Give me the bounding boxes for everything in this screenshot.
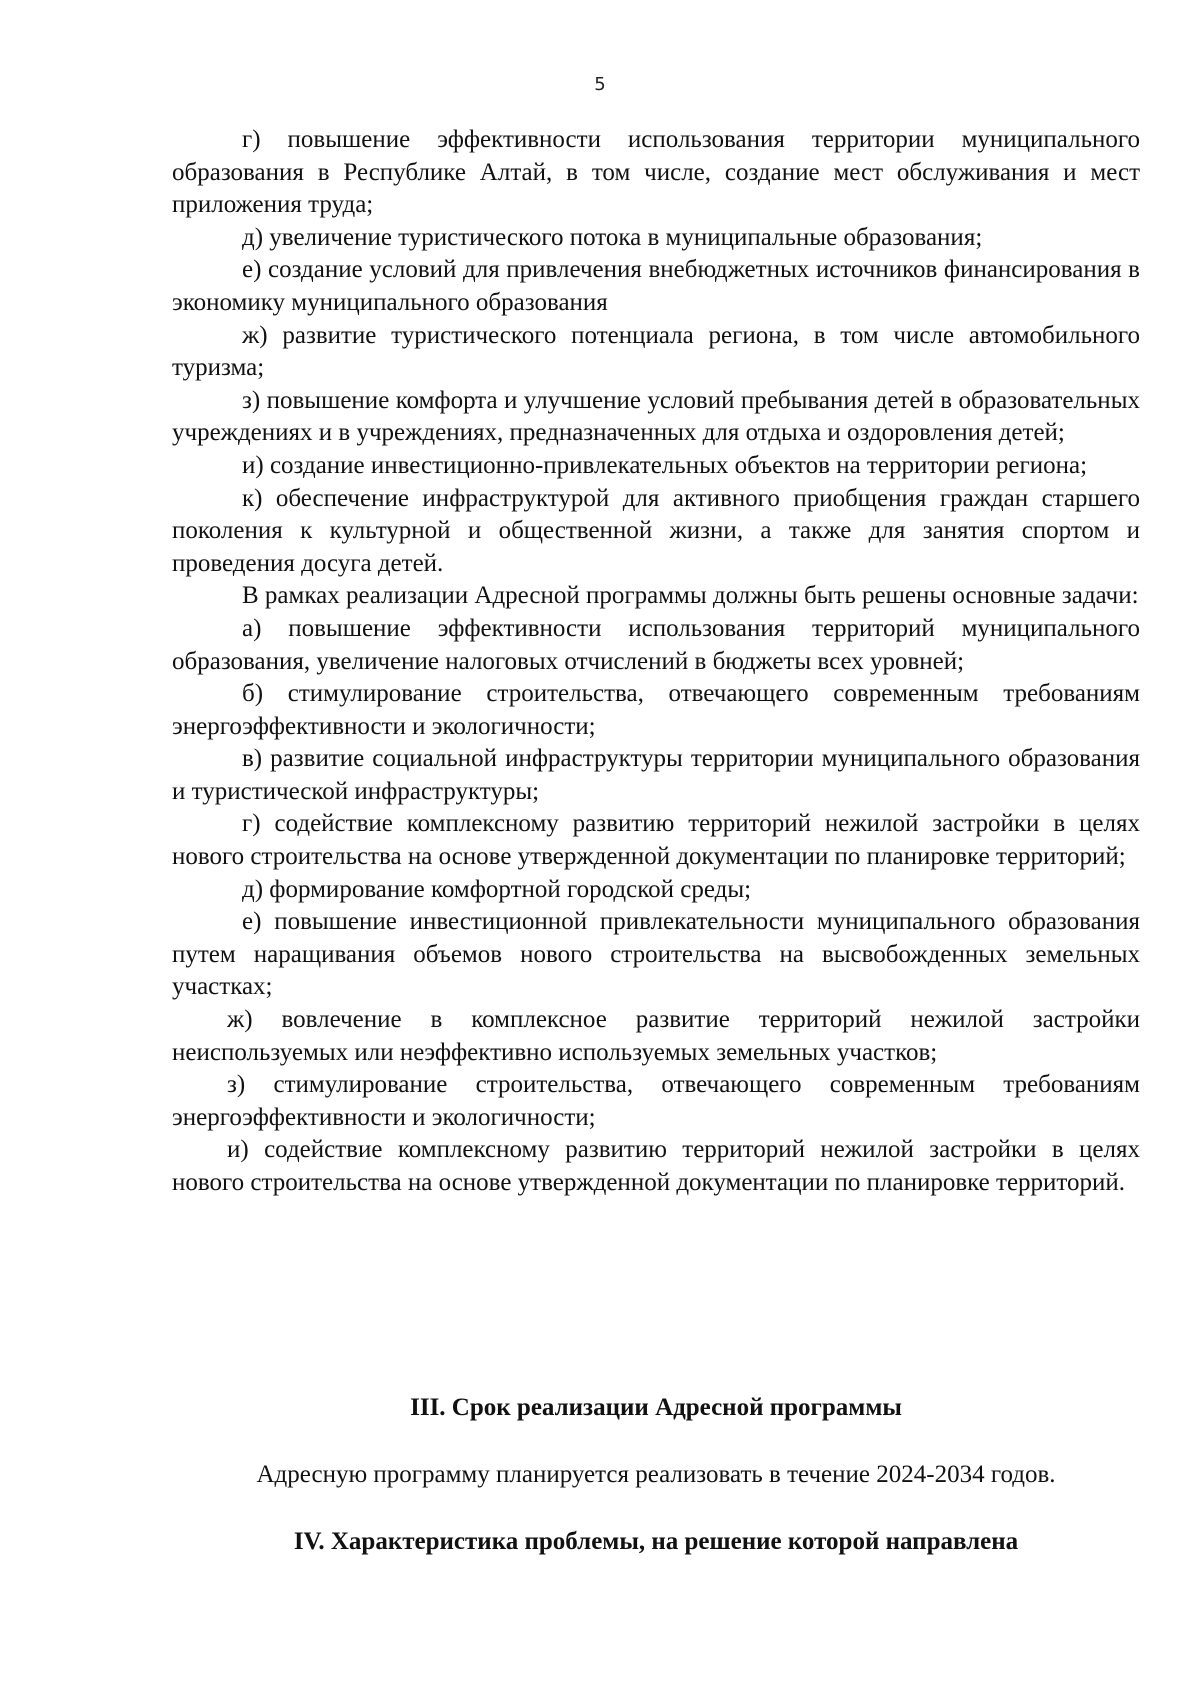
paragraph-e-1: е) создание условий для привлечения внебюджетных источников финансирования в экономику муниципального образования xyxy=(172,256,1140,316)
paragraph-d-2: д) формирование комфортной городской среды; xyxy=(242,875,752,903)
section-3-heading: III. Срок реализации Адресной программы xyxy=(410,1394,902,1421)
document-body xyxy=(172,124,1140,1200)
paragraph-zh-1: ж) развитие туристического потенциала региона, в том числе автомобильного туризма; xyxy=(172,321,1140,382)
paragraph-i-1: и) создание инвестиционно-привлекательных объектов на территории региона; xyxy=(242,451,1088,479)
paragraph-i-2: и) содействие комплексному развитию территорий нежилой застройки в целях нового строительства на основе утвержденной документации по планировке территорий. xyxy=(172,1136,1140,1196)
tasks-intro-paragraph: В рамках реализации Адресной программы должны быть решены основные задачи: xyxy=(242,582,1139,610)
implementation-period-text: Адресную программу планируется реализовать в течение 2024-2034 годов. xyxy=(256,1461,1056,1488)
paragraph-g-1: г) повышение эффективности использования территории муниципального образования в Республике Алтай, в том числе, создание мест обслуживания и мест приложения труда; xyxy=(172,126,1140,219)
paragraph-zh-2: ж) вовлечение в комплексное развитие территорий нежилой застройки неиспользуемых или неэффективно используемых земельных участков; xyxy=(172,1006,1140,1066)
paragraph-z-1: з) повышение комфорта и улучшение условий пребывания детей в образовательных учреждениях и в учреждениях, предназначенных для отдыха и оздоровления детей; xyxy=(172,386,1140,447)
paragraph-k-1: к) обеспечение инфраструктурой для активного приобщения граждан старшего поколения к культурной и общественной жизни, а также для занятия спортом и проведения досуга детей. xyxy=(172,484,1140,577)
paragraph-a-2: а) повышение эффективности использования территорий муниципального образования, увеличение налоговых отчислений в бюджеты всех уровней; xyxy=(172,614,1140,675)
page-number: 5 xyxy=(594,74,606,95)
paragraph-g-2: г) содействие комплексному развитию территорий нежилой застройки в целях нового строительства на основе утвержденной документации по планировке территорий; xyxy=(172,810,1140,871)
paragraph-e-2: е) повышение инвестиционной привлекательности муниципального образования путем наращивания объемов нового строительства на высвобожденных земельных участках; xyxy=(172,908,1140,1001)
paragraph-z-2: з) стимулирование строительства, отвечающего современным требованиям энергоэффективности и экологичности; xyxy=(172,1071,1140,1131)
section-4-heading: IV. Характеристика проблемы, на решение которой направлена xyxy=(293,1528,1019,1555)
paragraph-v-2: в) развитие социальной инфраструктуры территории муниципального образования и туристической инфраструктуры; xyxy=(172,745,1140,805)
paragraph-b-2: б) стимулирование строительства, отвечающего современным требованиям энергоэффективности и экологичности; xyxy=(172,680,1140,740)
paragraph-d-1: д) увеличение туристического потока в муниципальные образования; xyxy=(242,223,983,251)
